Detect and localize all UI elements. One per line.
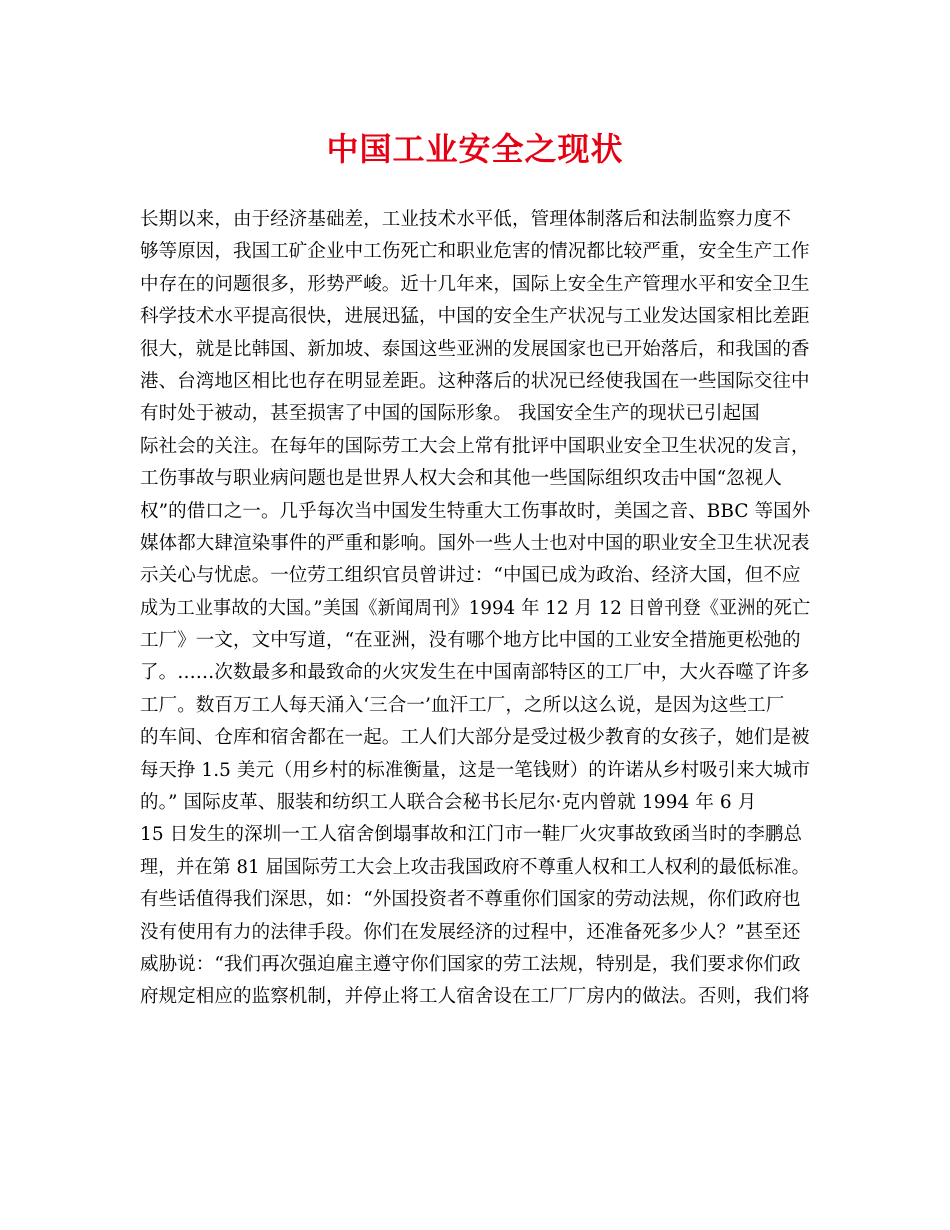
body-line: 有时处于被动，甚至损害了中国的国际形象。 我国安全生产的现状已引起国 [140, 403, 760, 425]
body-line: 成为工业事故的大国。”美国《新闻周刊》1994 年 12 月 12 日曾刊登《亚洲的死亡 [140, 597, 811, 619]
body-line: 示关心与忧虑。一位劳工组织官员曾讲过：“中国已成为政治、经济大国，但不应 [140, 565, 801, 587]
body-line: 威胁说：“我们再次强迫雇主遵守你们国家的劳工法规，特别是，我们要求你们政 [140, 953, 801, 975]
body-line: 很大，就是比韩国、新加坡、泰国这些亚洲的发展国家也已开始落后，和我国的香 [140, 338, 810, 360]
body-line: 府规定相应的监察机制，并停止将工人宿舍设在工厂厂房内的做法。否则，我们将 [140, 986, 810, 1008]
body-line: 没有使用有力的法律手段。你们在发展经济的过程中，还准备死多少人？”甚至还 [140, 921, 801, 943]
body-line: 每天挣 1.5 美元（用乡村的标准衡量，这是一笔钱财）的许诺从乡村吸引来大城市 [140, 759, 811, 781]
body-line: 权”的借口之一。几乎每次当中国发生特重大工伤事故时，美国之音、BBC 等国外 [140, 500, 811, 522]
body-line: 媒体都大肆渲染事件的严重和影响。国外一些人士也对中国的职业安全卫生状况表 [140, 532, 810, 554]
body-line: 工伤事故与职业病问题也是世界人权大会和其他一些国际组织攻击中国“忽视人 [140, 468, 782, 490]
body-line: 有些话值得我们深思，如：“外国投资者不尊重你们国家的劳动法规，你们政府也 [140, 889, 801, 911]
body-line: 15 日发生的深圳一工人宿舍倒塌事故和江门市一鞋厂火灾事故致函当时的李鹏总 [140, 824, 803, 846]
document-body [140, 204, 810, 1014]
body-line: 的。” 国际皮革、服装和纺织工人联合会秘书长尼尔·克内曾就 1994 年 6 月 [140, 792, 757, 814]
body-line: 理，并在第 81 届国际劳工大会上攻击我国政府不尊重人权和工人权利的最低标准。 [140, 856, 810, 878]
document-title: 中国工业安全之现状 [326, 130, 624, 168]
body-line: 港、台湾地区相比也存在明显差距。这种落后的状况已经使我国在一些国际交往中 [140, 370, 810, 392]
body-line: 科学技术水平提高很快，进展迅猛，中国的安全生产状况与工业发达国家相比差距 [140, 306, 810, 328]
body-line: 工厂。数百万工人每天涌入‘三合一’血汗工厂，之所以这么说，是因为这些工厂 [140, 694, 785, 716]
body-line: 的车间、仓库和宿舍都在一起。工人们大部分是受过极少教育的女孩子，她们是被 [140, 727, 810, 749]
body-line: 际社会的关注。在每年的国际劳工大会上常有批评中国职业安全卫生状况的发言， [140, 435, 810, 457]
body-line: 工厂》一文，文中写道，“在亚洲，没有哪个地方比中国的工业安全措施更松弛的 [140, 630, 801, 652]
body-line: 长期以来，由于经济基础差，工业技术水平低，管理体制落后和法制监察力度不 [140, 209, 792, 230]
body-line: 了。……次数最多和最致命的火灾发生在中国南部特区的工厂中，大火吞噬了许多 [140, 662, 810, 684]
body-line: 够等原因，我国工矿企业中工伤死亡和职业危害的情况都比较严重，安全生产工作 [140, 241, 810, 263]
body-line: 中存在的问题很多，形势严峻。近十几年来，国际上安全生产管理水平和安全卫生 [140, 273, 810, 295]
